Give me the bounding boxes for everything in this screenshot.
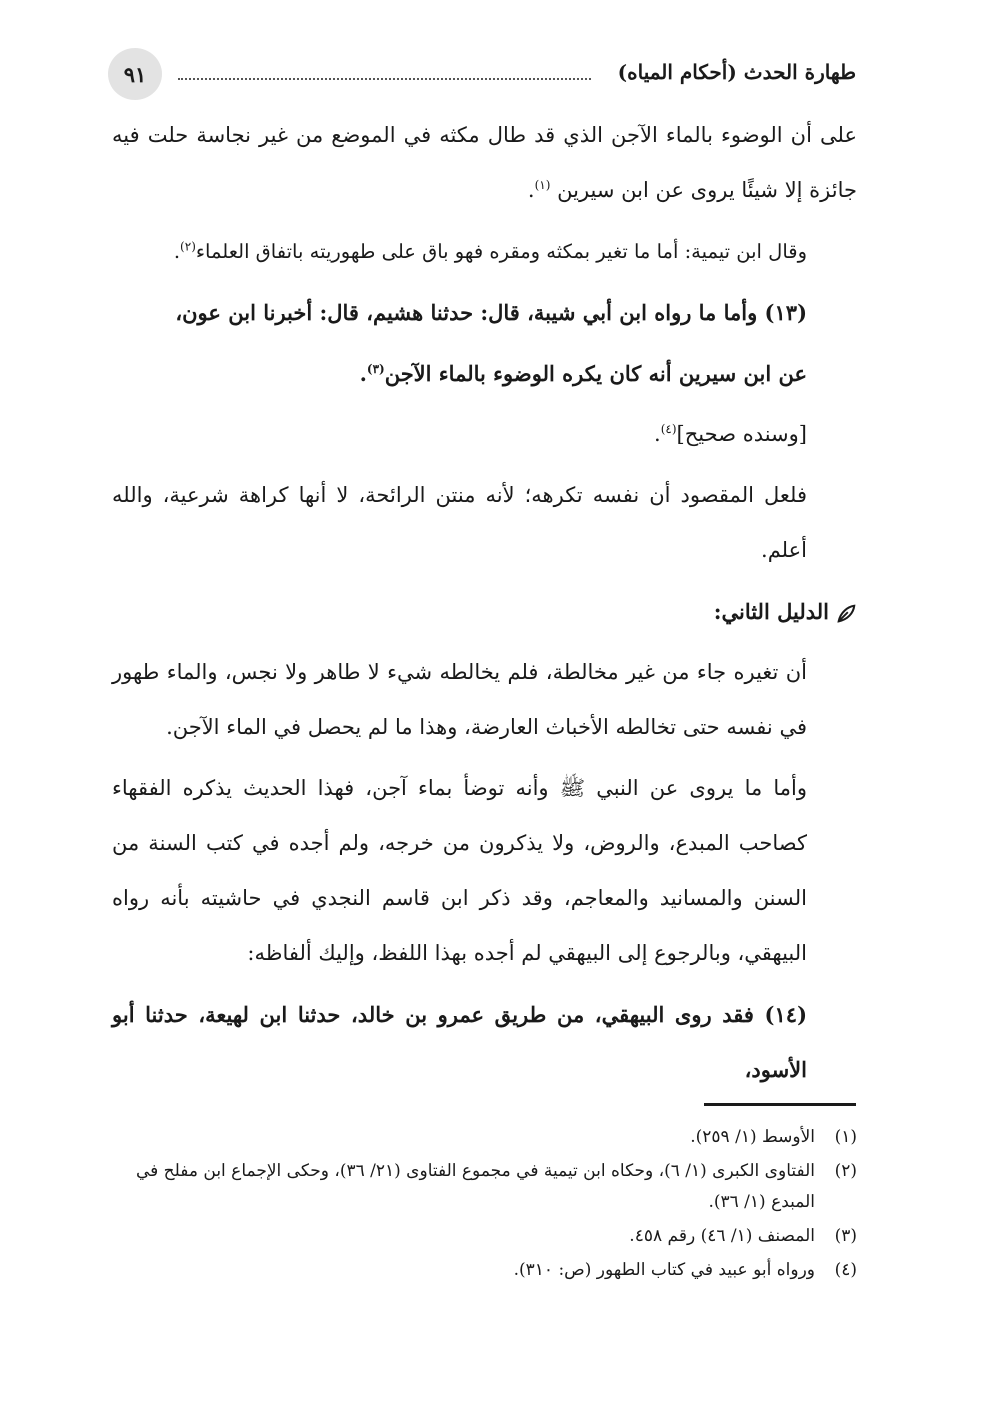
footnote-2 (112, 1156, 857, 1218)
footnotes (112, 1122, 857, 1289)
hadith-13-matn-text: عن ابن سيرين أنه كان يكره الوضوء بالماء الآجن (384, 361, 807, 386)
footnote-number: (٤) (834, 1260, 857, 1280)
footnote-text: ورواه أبو عبيد في كتاب الطهور (ص: ٣١٠). (513, 1260, 815, 1280)
hadith-13-matn-end: . (359, 361, 367, 386)
paragraph-8-text: وأما ما يروى عن النبي ﷺ وأنه توضأ بماء آجن، فهذا الحديث يذكره الفقهاء كصاحب المبدع، والروض، ولا يذكرون من خرجه، ولم أجده في كتب السنة من السنن والمسانيد والمعاجم، وقد ذكر ابن قاسم النجدي في حاشيته بأنه رواه البيهقي، وبالرجوع إلى البيهقي لم أجده بهذا اللفظ، وإليك ألفاظه: (112, 776, 807, 965)
page-number: ٩١ (108, 48, 162, 100)
hadith-13-matn (112, 346, 857, 401)
paragraph-2-end: . (173, 240, 181, 263)
paragraph-2-text: وقال ابن تيمية: أما ما تغير بمكثه ومقره فهو باق على طهوريته باتفاق العلماء (195, 240, 807, 263)
footnote-text: الفتاوى الكبرى (١/ ٦)، وحكاه ابن تيمية في مجموع الفتاوى (٢١/ ٣٦)، وحكى الإجماع ابن مفلح في المبدع (١/ ٣٦). (135, 1161, 815, 1212)
paragraph-1 (112, 108, 857, 218)
section-heading-text: الدليل الثاني: (713, 599, 829, 624)
paragraph-6 (112, 468, 857, 578)
isnad-grade (112, 407, 857, 462)
paragraph-2 (112, 224, 857, 279)
footnote-ref-1: (١) (534, 178, 551, 192)
main-text (112, 108, 857, 1103)
paragraph-6-text: فلعل المقصود أن نفسه تكرهه؛ لأنه منتن الرائحة، لا أنها كراهة شرعية، والله أعلم. (112, 483, 807, 562)
leaf-icon (835, 603, 857, 625)
paragraph-1-text: على أن الوضوء بالماء الآجن الذي قد طال مكثه في الموضع من غير نجاسة حلت فيه جائزة إلا شيئًا يروى عن ابن سيرين (112, 123, 857, 202)
paragraph-7 (112, 645, 857, 755)
hadith-13-chain (112, 285, 857, 340)
hadith-14-chain-text: (١٤) فقد روى البيهقي، من طريق عمرو بن خالد، حدثنا ابن لهيعة، حدثنا أبو الأسود، (112, 1002, 807, 1082)
paragraph-7-text: أن تغيره جاء من غير مخالطة، فلم يخالطه شيء لا طاهر ولا نجس، والماء طهور في نفسه حتى تخالطه الأخباث العارضة، وهذا ما لم يحصل في الماء الآجن. (112, 660, 807, 739)
footnote-separator (704, 1103, 856, 1106)
footnote-ref-3: (٣) (366, 362, 385, 376)
footnote-text: المصنف (١/ ٤٦) رقم ٤٥٨. (629, 1226, 815, 1246)
footnote-number: (١) (834, 1127, 857, 1147)
paragraph-1-end: . (527, 178, 535, 202)
page-header (108, 48, 856, 100)
footnote-number: (٣) (834, 1226, 857, 1246)
running-title: طهارة الحدث (أحكام المياه) (617, 60, 856, 84)
footnote-text: الأوسط (١/ ٢٥٩). (690, 1127, 815, 1147)
footnote-1 (112, 1122, 857, 1153)
footnote-ref-4: (٤) (660, 422, 677, 436)
paragraph-8 (112, 761, 857, 981)
section-heading (112, 584, 857, 639)
isnad-grade-end: . (654, 422, 661, 446)
isnad-grade-text: [وسنده صحيح] (676, 422, 807, 446)
hadith-14-chain (112, 987, 857, 1097)
hadith-13-chain-text: (١٣) وأما ما رواه ابن أبي شيبة، قال: حدثنا هشيم، قال: أخبرنا ابن عون، (175, 300, 807, 325)
footnote-number: (٢) (834, 1161, 857, 1181)
header-dotted-rule (178, 78, 591, 80)
footnote-4 (112, 1255, 857, 1286)
footnote-3 (112, 1221, 857, 1252)
footnote-ref-2: (٢) (180, 239, 196, 254)
